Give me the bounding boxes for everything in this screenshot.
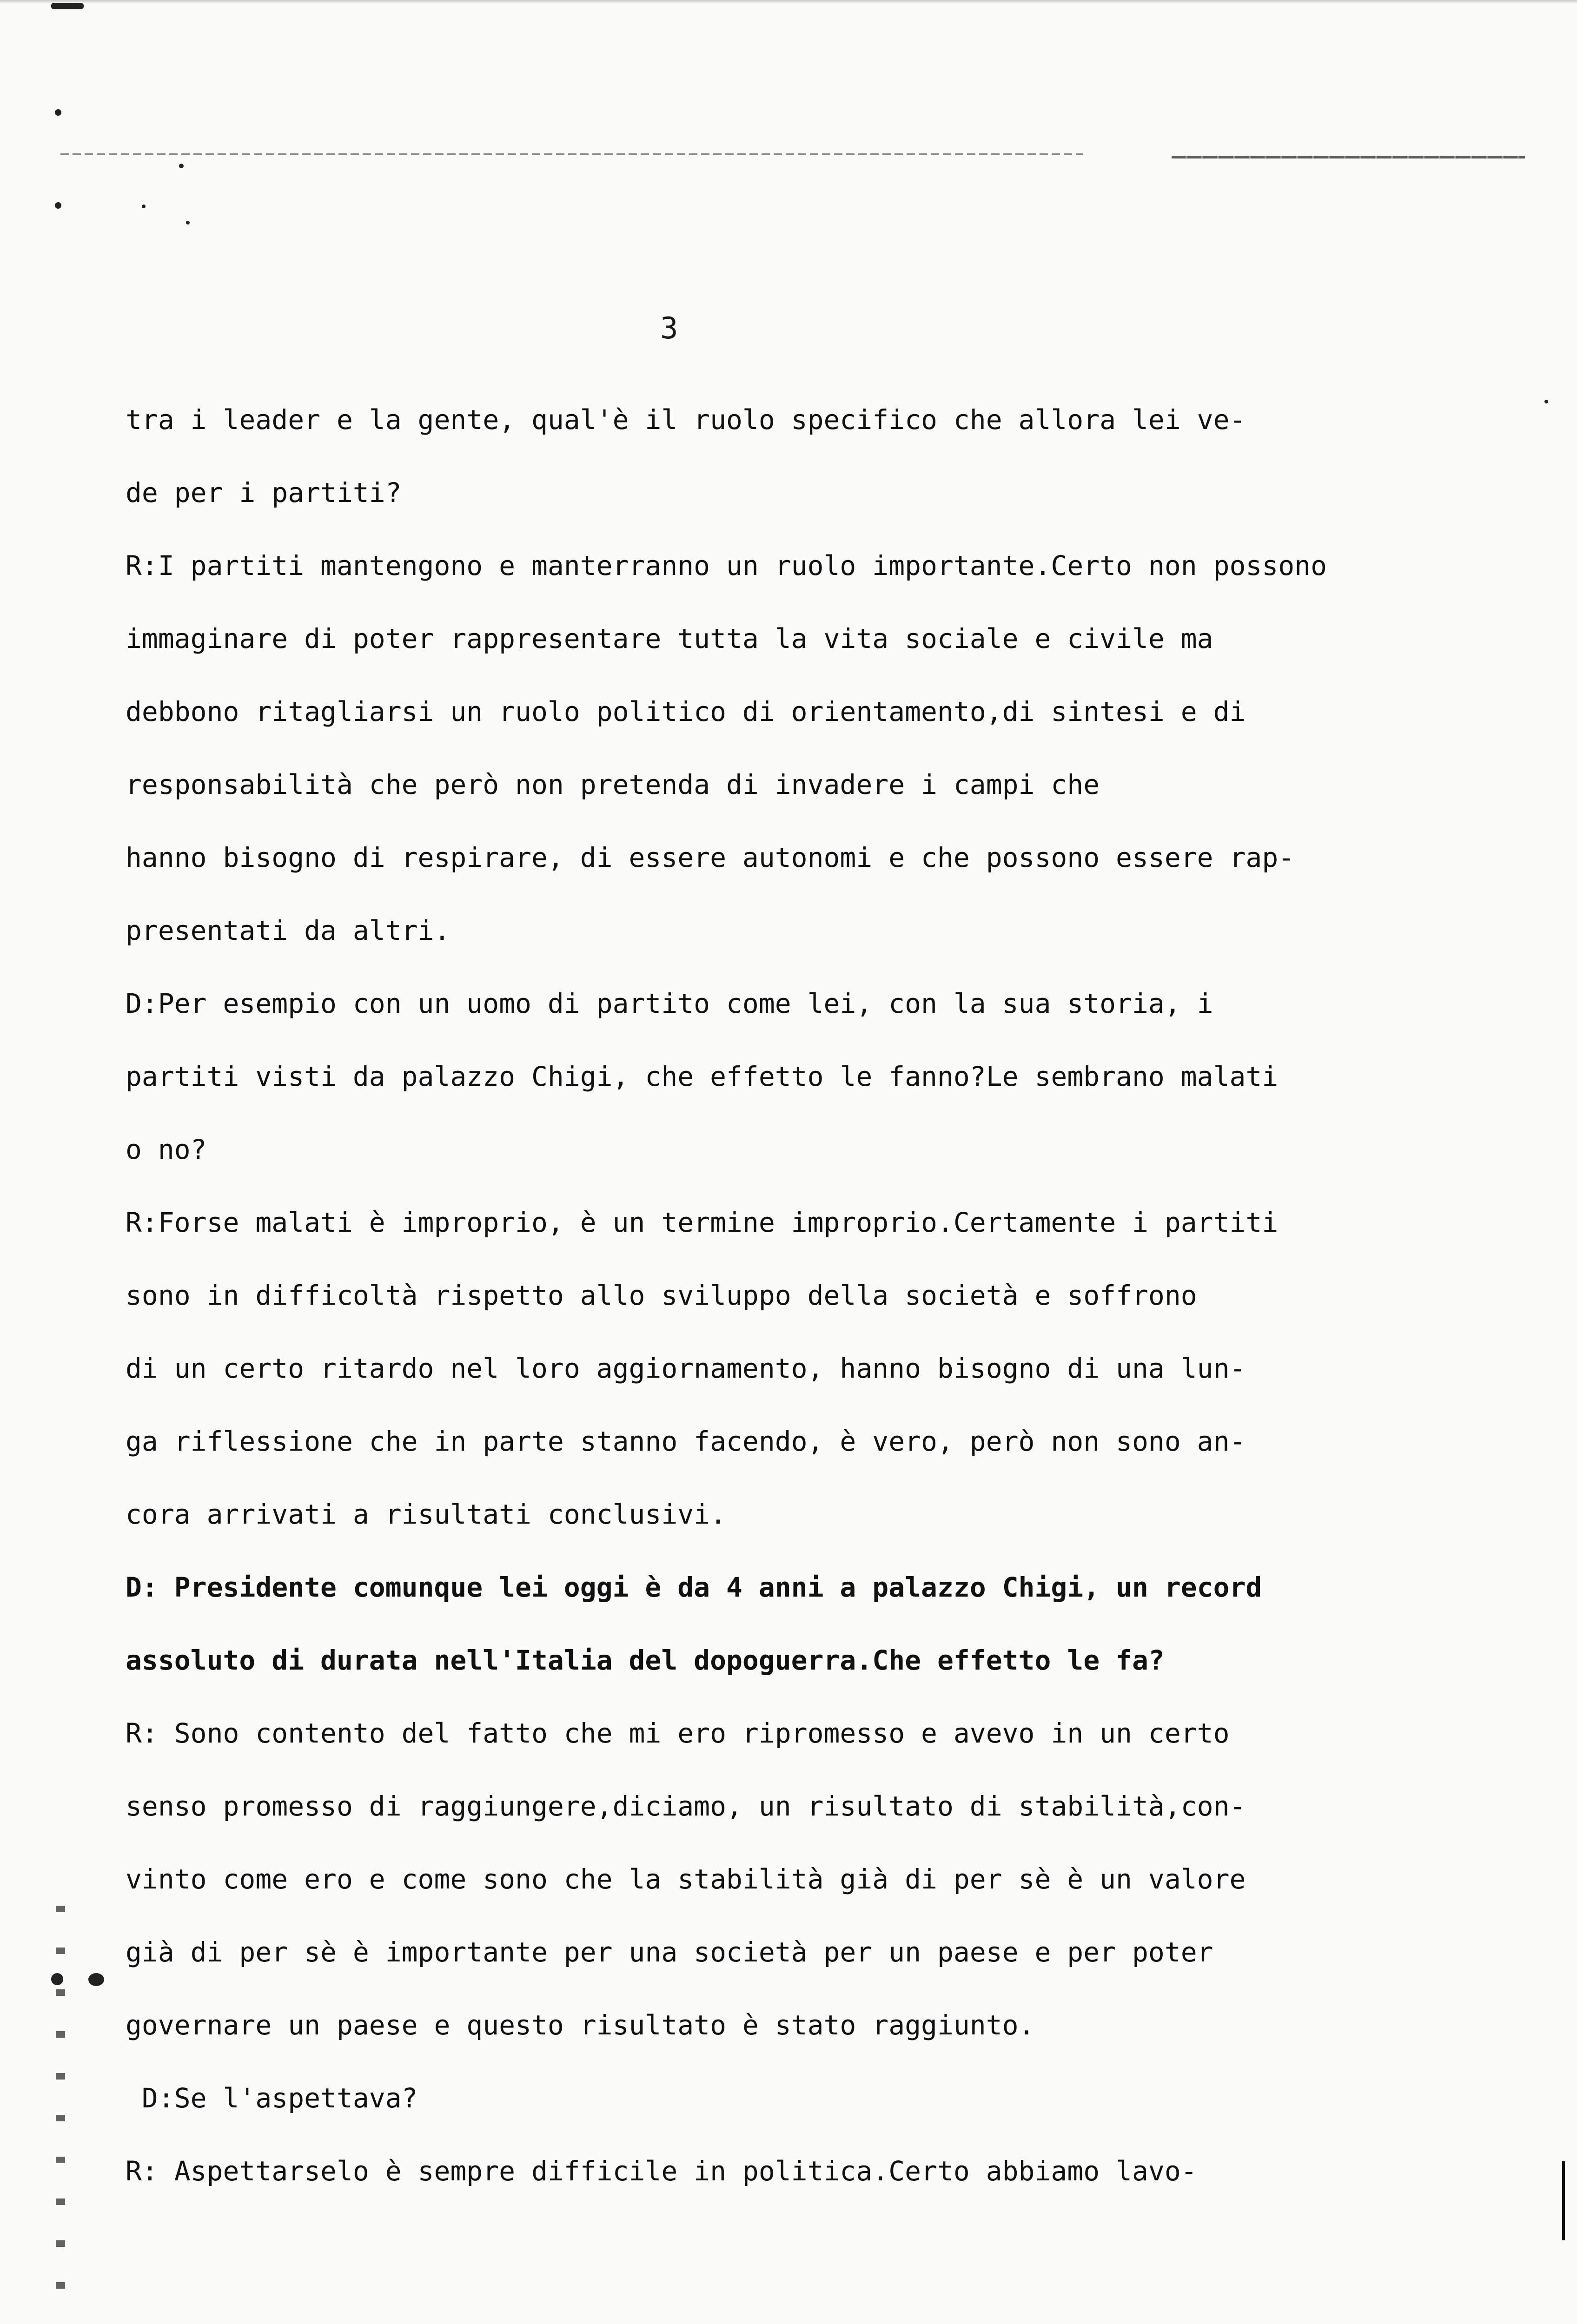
text-line: di un certo ritardo nel loro aggiornamento, hanno bisogno di una lun- — [126, 1353, 1246, 1384]
scan-top-edge — [0, 0, 1577, 4]
scan-speck — [88, 1973, 104, 1986]
text-line: debbono ritagliarsi un ruolo politico di orientamento,di sintesi e di — [126, 696, 1246, 727]
text-line: presentati da altri. — [126, 915, 451, 946]
transcript-body — [126, 383, 1544, 2208]
scan-speck — [55, 109, 61, 116]
text-line: responsabilità che però non pretenda di invadere i campi che — [126, 769, 1100, 800]
text-line: R:Forse malati è improprio, è un termine improprio.Certamente i partiti — [126, 1207, 1279, 1238]
text-line: senso promesso di raggiungere,diciamo, un risultato di stabilità,con- — [126, 1790, 1246, 1822]
text-line: tra i leader e la gente, qual'è il ruolo specifico che allora lei ve- — [126, 404, 1246, 436]
scan-header-rule-right — [1172, 156, 1525, 158]
scan-speck — [142, 205, 146, 208]
text-line: vinto come ero e come sono che la stabilità già di per sè è un valore — [126, 1863, 1246, 1895]
text-line: R: Sono contento del fatto che mi ero ripromesso e avevo in un certo — [126, 1717, 1230, 1749]
scan-header-rule — [60, 153, 1083, 155]
text-line: R:I partiti mantengono e manterranno un ruolo importante.Certo non possono — [126, 550, 1327, 581]
page-number: 3 — [660, 311, 678, 346]
text-line: D: Presidente comunque lei oggi è da 4 anni a palazzo Chigi, un record — [126, 1571, 1262, 1603]
text-line: cora arrivati a risultati conclusivi. — [126, 1499, 727, 1530]
text-line: immaginare di poter rappresentare tutta la vita sociale e civile ma — [126, 623, 1213, 654]
scan-speck — [55, 202, 61, 209]
text-line: D:Se l'aspettava? — [126, 2082, 418, 2114]
scan-margin-marks — [56, 1906, 65, 2324]
scan-mark — [51, 3, 84, 9]
text-line: hanno bisogno di respirare, di essere autonomi e che possono essere rap- — [126, 842, 1295, 873]
text-line: o no? — [126, 1134, 207, 1165]
text-line: D:Per esempio con un uomo di partito come lei, con la sua storia, i — [126, 988, 1213, 1019]
scan-speck — [179, 164, 184, 168]
text-line: R: Aspettarselo è sempre difficile in politica.Certo abbiamo lavo- — [126, 2155, 1197, 2187]
text-line: de per i partiti? — [126, 477, 402, 508]
text-line: assoluto di durata nell'Italia del dopoguerra.Che effetto le fa? — [126, 1644, 1165, 1676]
text-line: partiti visti da palazzo Chigi, che effetto le fanno?Le sembrano malati — [126, 1061, 1279, 1092]
text-line: governare un paese e questo risultato è stato raggiunto. — [126, 2009, 1035, 2041]
scan-speck — [1544, 400, 1548, 403]
scan-speck — [186, 221, 190, 224]
text-line: ga riflessione che in parte stanno facendo, è vero, però non sono an- — [126, 1426, 1246, 1457]
text-line: già di per sè è importante per una società per un paese e per poter — [126, 1936, 1213, 1968]
scan-right-bracket — [1562, 2161, 1565, 2240]
text-line: sono in difficoltà rispetto allo sviluppo della società e soffrono — [126, 1280, 1197, 1311]
